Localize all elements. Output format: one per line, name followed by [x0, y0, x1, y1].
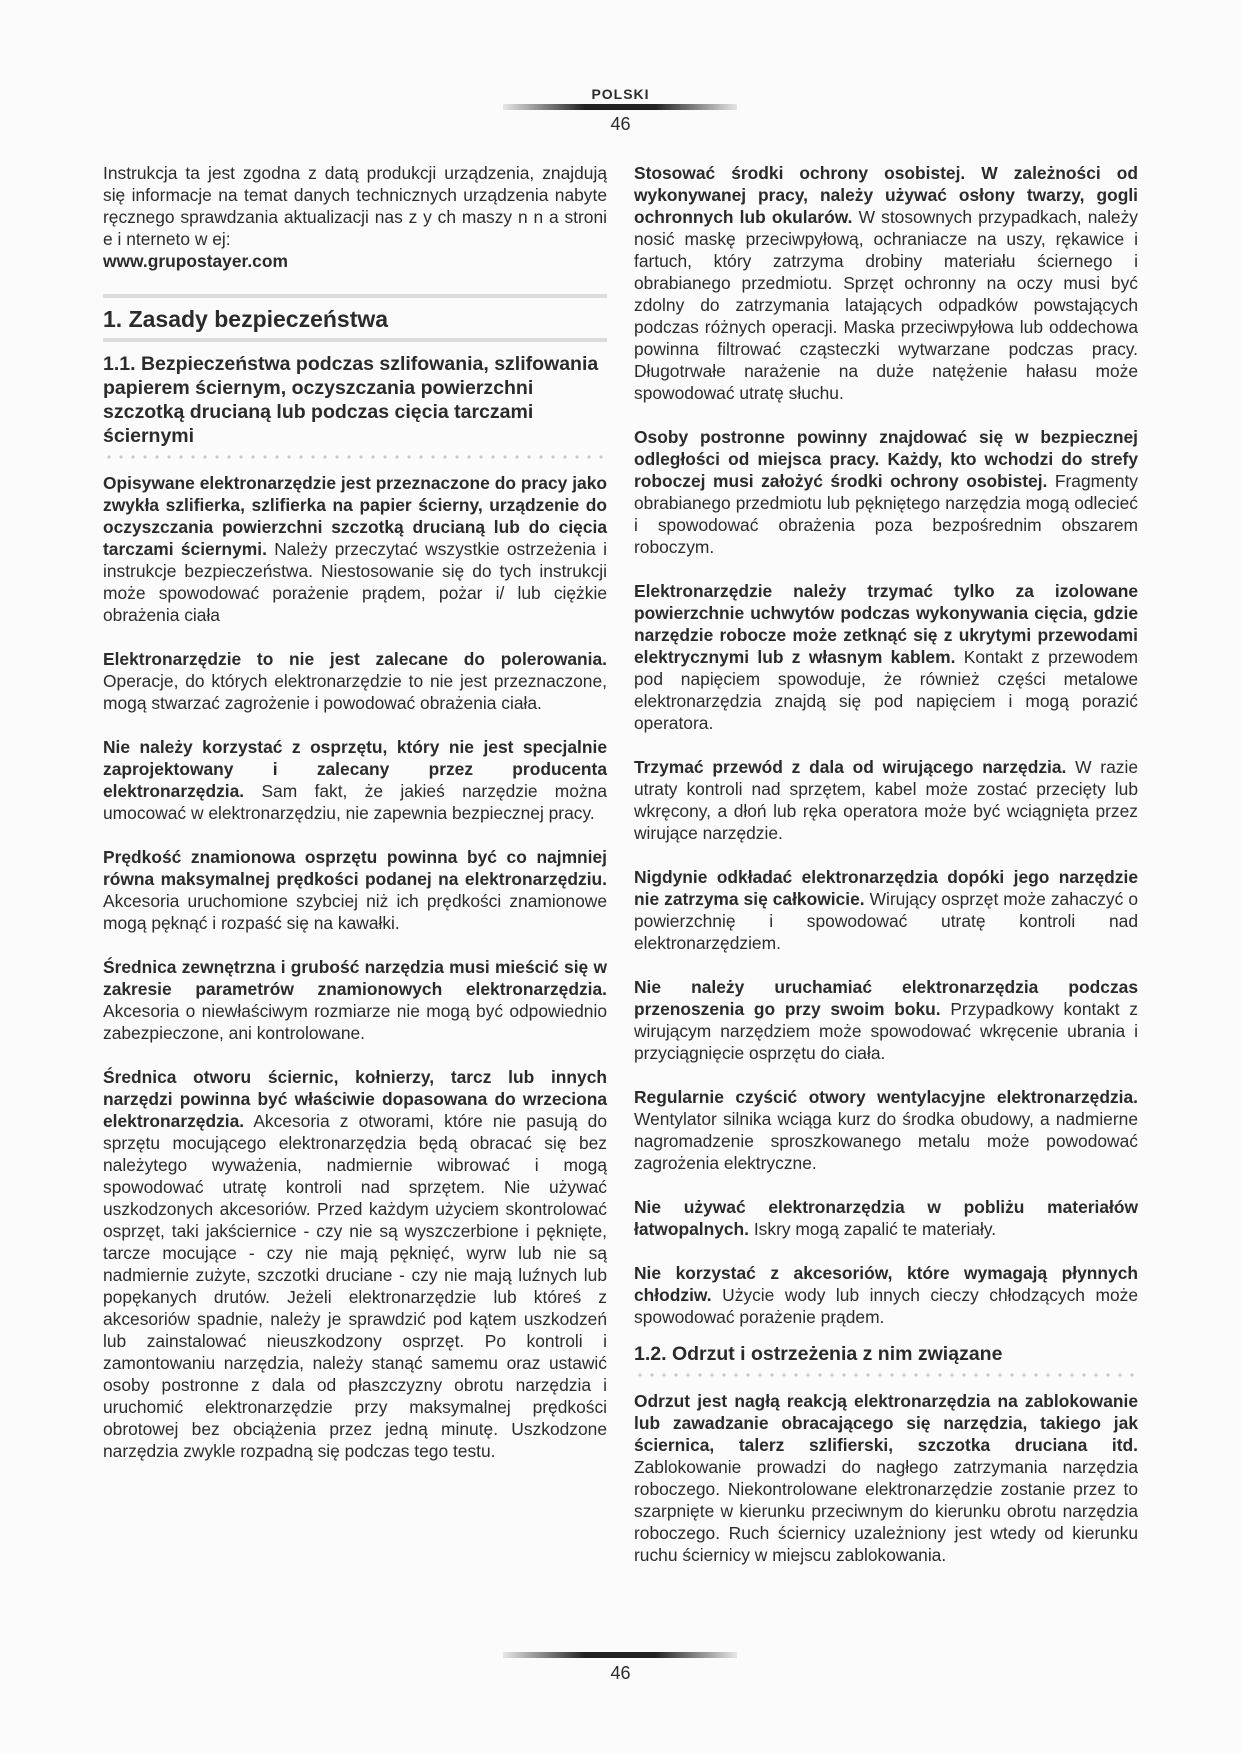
dotted-separator: [634, 1372, 1138, 1378]
paragraph-lead: Trzymać przewód z dala od wirującego narzędzia.: [634, 757, 1067, 777]
dotted-separator: [103, 454, 607, 460]
paragraph-lead: Prędkość znamionowa osprzętu powinna być co najmniej równa maksymalnej prędkości podanej na elektronarzędziu.: [103, 847, 607, 889]
paragraph: [634, 1196, 1138, 1240]
paragraph: [634, 162, 1138, 404]
paragraph-text: Sam fakt, że jakieś narzędzie można umocować w elektronarzędziu, nie zapewnia bezpiecznej pracy.: [103, 781, 607, 823]
paragraph-lead: Elektronarzędzie to nie jest zalecane do polerowania.: [103, 649, 607, 669]
paragraph-lead: Elektronarzędzie należy trzymać tylko za izolowane powierzchnie uchwytów podczas wykonywania cięcia, gdzie narzędzie robocze może zetknąć się z ukrytymi przewodami elektrycznymi lub z własnym kablem.: [634, 581, 1138, 667]
paragraph-lead: Nigdynie odkładać elektronarzędzia dopóki jego narzędzie nie zatrzyma się całkowicie.: [634, 867, 1138, 909]
right-column: [634, 162, 1138, 1588]
paragraph: [634, 1262, 1138, 1328]
paragraph-text: Należy przeczytać wszystkie ostrzeżenia i instrukcje bezpieczeństwa. Niestosowanie się do tych instrukcji może spowodować porażenie prądem, pożar i/ lub ciężkie obrażenia ciała: [103, 539, 607, 625]
subsection-title-1-1: 1.1. Bezpieczeństwa podczas szlifowania, szlifowania papierem ściernym, oczyszczania powierzchni szczotką drucianą lub podczas cięcia tarczami ściernymi: [103, 353, 599, 447]
website-link[interactable]: www.grupostayer.com: [103, 251, 288, 271]
paragraph: [103, 736, 607, 824]
paragraph: [634, 756, 1138, 844]
paragraph-text: Iskry mogą zapalić te materiały.: [753, 1219, 997, 1239]
paragraph-text: Fragmenty obrabianego przedmiotu lub pękniętego narzędzia mogą odlecieć i spowodować obrażenia poza bezpośrednim obszarem roboczym.: [634, 471, 1138, 557]
paragraph-text: Kontakt z przewodem pod napięciem spowoduje, że również części metalowe elektronarzędzia znajdą się pod napięciem i mogą porazić operatora.: [634, 647, 1138, 733]
paragraph-text: Akcesoria z otworami, które nie pasują do sprzętu mocującego elektronarzędzia będą obracać się bez należytego wyważenia, nadmiernie wibrować i mogą spowodować utratę kontroli nad sprzętem. Nie używać uszkodzonych akcesoriów. Przed każdym użyciem skontrolować osprzęt, taki jakściernice - czy nie są wyszczerbione i pęknięte, tarcze mocujące - czy nie mają pęknięć, wyrw lub nie są nadmiernie zużyte, szczotki druciane - czy nie mają luźnych lub popękanych drutów. Jeżeli elektronarzędzie lub któreś z akcesoriów spadnie, należy je sprawdzić pod kątem uszkodzeń lub zainstalować nieuszkodzony osprzęt. Po kontroli i zamontowaniu narzędzia, należy stanąć samemu oraz ustawić osoby postronne z dala od płaszczyzny obrotu narzędzia i uruchomić elektronarzędzie przy maksymalnej prędkości obrotowej bez obciążenia przez jedną minutę. Uszkodzone narzędzia zwykle rozpadną się podczas tego testu.: [103, 1111, 608, 1461]
paragraph: [103, 472, 607, 626]
intro-paragraph: [103, 162, 607, 272]
subsection-title-1-2: 1.2. Odrzut i ostrzeżenia z nim związane: [634, 1343, 1003, 1365]
paragraph-text: Wentylator silnika wciąga kurz do środka obudowy, a nadmierne nagromadzenie sproszkowanego metalu może powodować zagrożenia elektryczne.: [634, 1109, 1138, 1173]
paragraph-text: Zablokowanie prowadzi do nagłego zatrzymania narzędzia roboczego. Niekontrolowane elektronarzędzie zostanie przez to szarpnięte w kierunku przeciwnym do kierunku obrotu narzędzia roboczego. Ruch ściernicy uzależniony jest wtedy od kierunku ruchu ściernicy w miejscu zablokowania.: [634, 1457, 1138, 1565]
paragraph: [634, 866, 1138, 954]
paragraph: [634, 1390, 1138, 1566]
paragraph-lead: Opisywane elektronarzędzie jest przeznaczone do pracy jako zwykła szlifierka, szlifierka na papier ścierny, urządzenie do oczyszczania powierzchni szczotką drucianą lub do cięcia tarczami ściernymi.: [103, 473, 607, 559]
paragraph: [634, 1086, 1138, 1174]
paragraph: [634, 580, 1138, 734]
header-page-number: 46: [610, 114, 631, 134]
paragraph-lead: Regularnie czyścić otwory wentylacyjne elektronarzędzia.: [634, 1087, 1138, 1107]
paragraph-text: Użycie wody lub innych cieczy chłodzących może spowodować porażenie prądem.: [634, 1285, 1138, 1327]
paragraph-lead: Średnica zewnętrzna i grubość narzędzia musi mieścić się w zakresie parametrów znamionowych elektronarzędzia.: [103, 957, 607, 999]
paragraph-text: Przypadkowy kontakt z wirującym narzędziem może spowodować wkręcenie ubrania i przyciągnięcie osprzętu do ciała.: [634, 999, 1138, 1063]
paragraph-lead: Nie należy korzystać z osprzętu, który nie jest specjalnie zaprojektowany i zalecany przez producenta elektronarzędzia.: [103, 737, 607, 801]
paragraph-text: Akcesoria o niewłaściwym rozmiarze nie mogą być odpowiednio zabezpieczone, ani kontrolowane.: [103, 1001, 607, 1043]
paragraph-lead: Nie korzystać z akcesoriów, które wymagają płynnych chłodziw.: [634, 1263, 1138, 1305]
paragraph: [103, 648, 607, 714]
paragraph-lead: Nie należy uruchamiać elektronarzędzia podczas przenoszenia go przy swoim boku.: [634, 977, 1138, 1019]
paragraph: [103, 1066, 607, 1462]
paragraph-lead: Osoby postronne powinny znajdować się w bezpiecznej odległości od miejsca pracy. Każdy, kto wchodzi do strefy roboczej musi założyć środki ochrony osobistej.: [634, 427, 1138, 491]
paragraph: [634, 976, 1138, 1064]
footer-page-number: 46: [610, 1663, 631, 1683]
paragraph-text: W stosownych przypadkach, należy nosić maskę przeciwpyłową, ochraniacze na uszy, rękawice i fartuch, który zatrzyma drobiny materiału ściernego i obrabianego przedmiotu. Sprzęt ochronny na oczy musi być zdolny do zatrzymania latających odpadków powstających podczas różnych operacji. Maska przeciwpyłowa lub oddechowa powinna filtrować cząsteczki wytwarzane podczas pracy. Długotrwałe narażenie na duże natężenie hałasu może spowodować utratę słuchu.: [634, 207, 1138, 403]
paragraph-text: Operacje, do których elektronarzędzie to nie jest przeznaczone, mogą stwarzać zagrożenie i powodować obrażenia ciała.: [103, 671, 607, 713]
paragraph: [634, 426, 1138, 558]
paragraph: [103, 846, 607, 934]
header-bar: [503, 104, 737, 110]
paragraph-lead: Średnica otworu ściernic, kołnierzy, tarcz lub innych narzędzi powinna być właściwie dopasowana do wrzeciona elektronarzędzia.: [103, 1067, 607, 1131]
header-language: POLSKI: [591, 86, 650, 102]
paragraph-text: W razie utraty kontroli nad sprzętem, kabel może zostać przecięty lub wkręcony, a dłoń lub ręka operatora może być wciągnięta przez wirujące narzędzie.: [634, 757, 1138, 843]
paragraph-text: Akcesoria uruchomione szybciej niż ich prędkości znamionowe mogą pęknąć i rozpaść się na kawałki.: [103, 891, 607, 933]
intro-text: Instrukcja ta jest zgodna z datą produkcji urządzenia, znajdują się informacje na temat danych technicznych urządzenia nabyte ręcznego sprawdzania aktualizacji nas z y ch maszy n n a stroni e i nterneto w ej:: [103, 163, 607, 249]
paragraph-lead: Odrzut jest nagłą reakcją elektronarzędzia na zablokowanie lub zawadzanie obracającego się narzędzia, takiego jak ściernica, talerz szlifierski, szczotka druciana itd.: [634, 1391, 1138, 1455]
paragraph-text: Wirujący osprzęt może zahaczyć o powierzchnię i spowodować utratę kontroli nad elektronarzędziem.: [634, 889, 1138, 953]
paragraph: [103, 956, 607, 1044]
section-title: 1. Zasady bezpieczeństwa: [103, 294, 607, 342]
left-column: [103, 162, 607, 1484]
paragraph-lead: Stosować środki ochrony osobistej. W zależności od wykonywanej pracy, należy używać osłony twarzy, gogli ochronnych lub okularów.: [634, 163, 1138, 227]
paragraph-lead: Nie używać elektronarzędzia w pobliżu materiałów łatwopalnych.: [634, 1197, 1138, 1239]
footer-bar: [503, 1652, 737, 1658]
